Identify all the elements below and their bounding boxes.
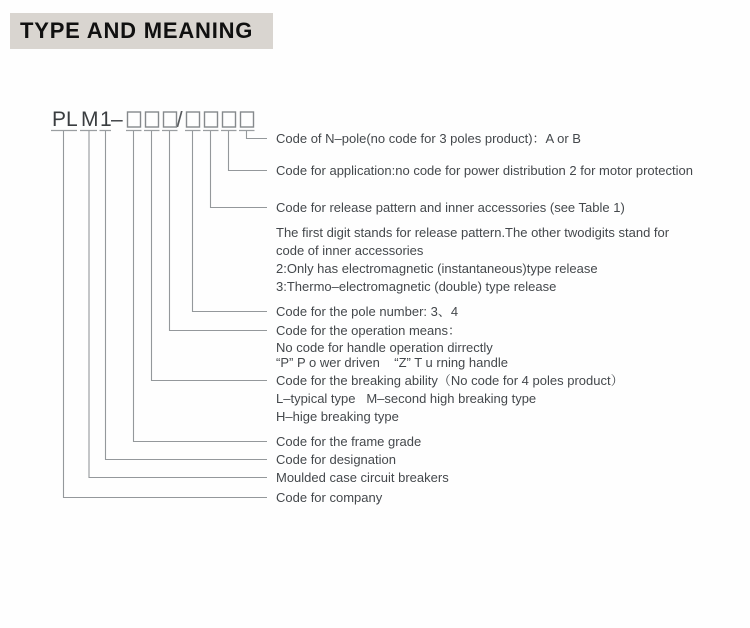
label-pole-number: Code for the pole number: 3、4 <box>276 304 459 319</box>
connector-line-company <box>64 131 268 498</box>
label-breaking-note-2: H–hige breaking type <box>276 409 399 424</box>
code-char-slash: / <box>176 107 183 132</box>
code-box-7 <box>241 112 254 127</box>
label-release-pattern: Code for release pattern and inner accessories (see Table 1) <box>276 200 625 215</box>
connector-line-designation <box>106 131 268 460</box>
connector-line-moulded <box>89 131 267 478</box>
connector-line-release <box>211 131 268 208</box>
code-char-designation: M <box>81 108 99 131</box>
page-title: TYPE AND MEANING <box>20 18 254 43</box>
connector-line-application <box>229 131 268 171</box>
label-release-note-3: 2:Only has electromagnetic (instantaneous)type release <box>276 261 598 276</box>
label-release-note-2: code of inner accessories <box>276 243 424 258</box>
connector-line-frame-grade <box>134 131 268 442</box>
label-release-note-1: The first digit stands for release pattern.The other twodigits stand for <box>276 225 670 240</box>
label-frame-grade: Code for the frame grade <box>276 434 422 449</box>
connector-line-n-pole <box>247 131 268 139</box>
code-box-5 <box>205 112 218 127</box>
label-operation-note-2: “P” P o wer driven “Z” T u rning handle <box>276 355 508 370</box>
code-box-2 <box>146 112 159 127</box>
label-company: Code for company <box>276 490 383 505</box>
label-operation-note-1: No code for handle operation dirrectly <box>276 340 493 355</box>
connector-line-pole-number <box>193 131 268 312</box>
label-moulded: Moulded case circuit breakers <box>276 470 449 485</box>
label-designation: Code for designation <box>276 452 396 467</box>
label-breaking-note-1: L–typical type M–second high breaking type <box>276 391 537 406</box>
code-char-frame: 1 <box>100 108 112 131</box>
code-box-6 <box>223 112 236 127</box>
connector-line-breaking <box>152 131 268 381</box>
label-n-pole: Code of N–pole(no code for 3 poles product)：A or B <box>276 131 581 146</box>
code-box-3 <box>164 112 177 127</box>
code-char-dash: – <box>111 108 123 131</box>
label-operation: Code for the operation means： <box>276 323 461 338</box>
connector-line-operation <box>170 131 268 331</box>
code-char-company: PL <box>52 108 78 131</box>
code-box-4 <box>187 112 200 127</box>
code-box-1 <box>128 112 141 127</box>
label-application: Code for application:no code for power distribution 2 for motor protection <box>276 163 693 178</box>
label-breaking: Code for the breaking ability（No code for 4 poles product） <box>276 373 624 388</box>
label-release-note-4: 3:Thermo–electromagnetic (double) type release <box>276 279 557 294</box>
